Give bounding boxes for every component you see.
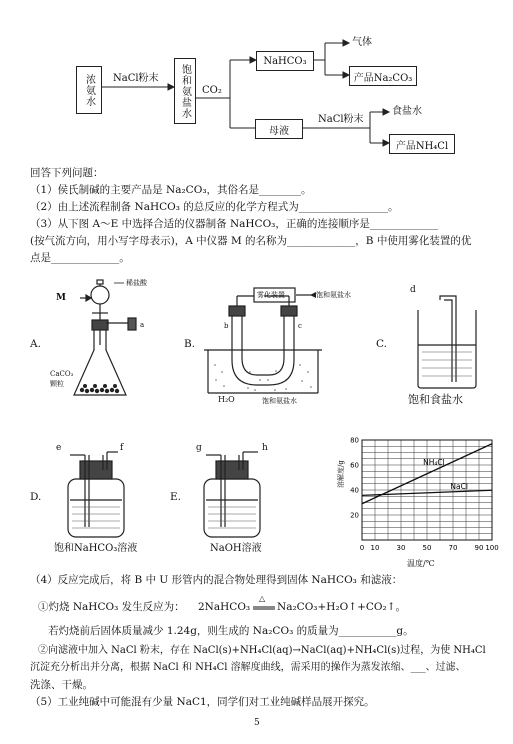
question-3-line-3: 点是_____________。 (30, 252, 130, 264)
apparatus-a-caco3-label: CaCO₃ (50, 370, 74, 378)
question-4-sub2-line3: 洗涤、干燥。 (30, 679, 93, 691)
question-4-sub2-line1: ②向滤液中加入 NaCl 粉末，存在 NaCl(s)+NH₄Cl(aq)→NaCl(aq)+NH₄Cl(s)过程，为使 NH₄Cl (38, 645, 486, 656)
flow-box-ammonia-brine: 饱和氨盐水 (174, 58, 196, 124)
question-4: （4）反应完成后，将 B 中 U 形管内的混合物处理得到固体 NaHCO₃ 和滤液： (30, 574, 403, 586)
chart-y-tick-label: 40 (350, 486, 359, 495)
apparatus-d-port-e: e (56, 443, 62, 453)
apparatus-b-label: B. (184, 338, 196, 350)
question-4-sub1-lhs: 2NaHCO₃ (198, 601, 251, 613)
flow-label-co2: CO₂ (202, 85, 222, 96)
chart-y-tick-label: 60 (350, 461, 359, 470)
chart-series-label: NaCl (450, 481, 468, 491)
question-4-sub2-line2: 沉淀充分析出并分离，根据 NaCl 和 NH₄Cl 溶解度曲线，需采用的操作为蒸发浓缩、___、过滤、 (30, 662, 466, 673)
chart-x-axis-label: 温度/℃ (407, 559, 435, 568)
chart-y-tick-label: 80 (350, 436, 359, 445)
flow-label-nacl-powder: NaCl粉末 (113, 73, 159, 84)
page-number: 5 (254, 718, 260, 728)
apparatus-a-dilute-acid-label: 稀盐酸 (126, 279, 147, 287)
chart-x-tick-label: 100 (485, 544, 499, 552)
flow-box-mother-liquor: 母液 (255, 119, 303, 139)
apparatus-d-caption: 饱和NaHCO₃溶液 (54, 543, 138, 554)
flow-salt-water-label: 食盐水 (392, 106, 422, 117)
apparatus-b-liquid-label: 饱和氨盐水 (262, 397, 297, 405)
question-2: （2）由上述流程制备 NaHCO₃ 的总反应的化学方程式为_________________。 (30, 201, 399, 213)
apparatus-b-atomizer-label: 雾化装置 (257, 291, 285, 299)
apparatus-e-label: E. (170, 491, 182, 503)
chart-y-tick-label: 20 (350, 511, 359, 520)
chart-series-label: NH₄Cl (423, 458, 445, 467)
question-5: （5）工业纯碱中可能混有少量 NaC1，同学们对工业纯碱样品展开探究。 (30, 696, 375, 708)
apparatus-e-port-h: h (262, 443, 268, 453)
apparatus-c-label: C. (376, 338, 387, 350)
question-3-line-2: (按气流方向，用小写字母表示)，A 中仪器 M 的名称为_____________，B 中使用雾化装置的优 (30, 235, 472, 247)
apparatus-c-port-d: d (410, 285, 416, 295)
apparatus-a-port-label: a (140, 321, 145, 329)
flow-gas-label: 气体 (352, 37, 372, 48)
apparatus-d-label: D. (30, 491, 42, 503)
question-4-sub1-rhs: Na₂CO₃+H₂O↑+CO₂↑。 (277, 601, 407, 613)
apparatus-b-water-label: H₂O (218, 395, 235, 404)
question-1: （1）侯氏制碱的主要产品是 Na₂CO₃，其俗名是________。 (30, 184, 312, 196)
apparatus-a-m-label: M (56, 293, 66, 303)
flow-box-product-nh4cl: 产品NH₄Cl (389, 134, 455, 154)
question-3-line-1: （3）从下图 A～E 中选择合适的仪器制备 NaHCO₃，正确的连接顺序是_____________ (30, 218, 439, 230)
flow-label-nacl-powder-2: NaCl粉末 (318, 114, 364, 125)
chart-x-tick-label: 0 (359, 544, 365, 552)
apparatus-b-input-label: 饱和氨盐水 (316, 291, 351, 299)
apparatus-d-port-f: f (120, 443, 124, 453)
apparatus-a-granule-label: 颗粒 (50, 380, 64, 388)
apparatus-e-caption: NaOH溶液 (210, 543, 262, 554)
apparatus-b-port-c: c (298, 322, 302, 330)
heat-symbol: △ (259, 594, 266, 603)
flow-box-product-na2co3: 产品Na₂CO₃ (349, 66, 417, 86)
question-4-sub1-line2: 若灼烧前后固体质量减少 1.24g，则生成的 Na₂CO₃ 的质量为___________g。 (48, 625, 414, 637)
apparatus-c-caption: 饱和食盐水 (408, 393, 463, 406)
flow-box-nahco3: NaHCO₃ (256, 51, 314, 71)
question-4-sub1-prefix: ①灼烧 NaHCO₃ 发生反应为： (38, 601, 185, 613)
apparatus-e-port-g: g (196, 443, 202, 453)
chart-x-tick-label: 70 (448, 544, 458, 552)
apparatus-a-label: A. (30, 338, 41, 350)
chart-x-tick-label: 50 (422, 544, 432, 552)
questions-intro: 回答下列问题： (30, 167, 104, 179)
chart-x-tick-label: 90 (474, 544, 484, 552)
apparatus-b-port-b: b (224, 322, 229, 330)
chart-x-tick-label: 30 (396, 544, 406, 552)
flow-box-ammonia: 浓氨水 (76, 66, 102, 114)
chart-y-axis-label: 溶解度/g (337, 460, 345, 488)
chart-x-tick-label: 10 (370, 544, 380, 552)
